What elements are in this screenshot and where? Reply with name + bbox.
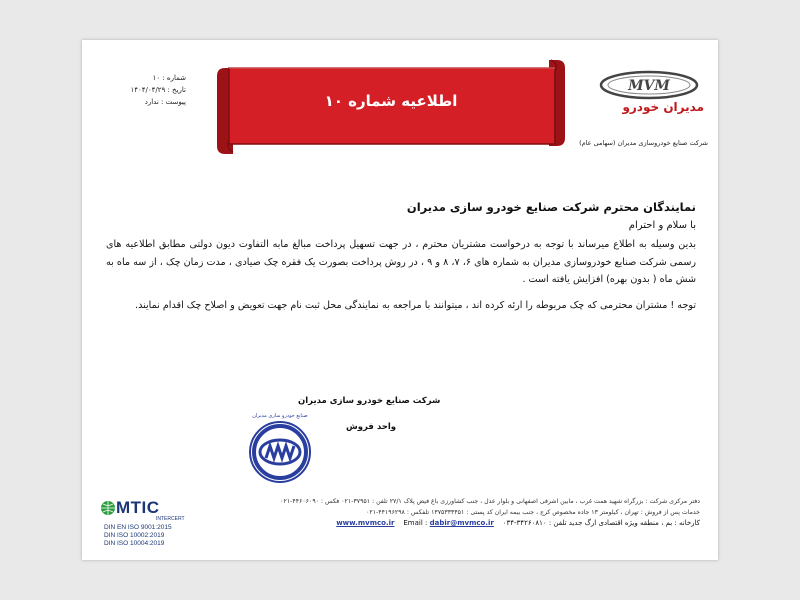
footer-contact-row <box>280 518 700 529</box>
signature-unit: واحد فروش <box>346 422 397 432</box>
letter-title: نمایندگان محترم شرکت صنایع خودرو سازی مدیران <box>406 200 696 214</box>
letter-number: شماره : ۱۰ <box>152 74 186 82</box>
cert-brand-tag: INTERCERT <box>156 516 185 522</box>
announcement-banner <box>215 54 567 158</box>
stamp-text: صنایع خودرو سازی مدیران <box>252 413 308 419</box>
letter-page <box>82 40 718 560</box>
company-subtitle: شرکت صنایع خودروسازی مدیران (سهامی عام) <box>579 139 708 147</box>
stamp-seal-icon <box>240 408 320 490</box>
email-label: Email : <box>403 519 428 527</box>
iso-10004: DIN ISO 10004:2019 <box>104 540 165 547</box>
iso-10002: DIN ISO 10002:2019 <box>104 532 165 539</box>
footer-address-factory: کارخانه : بم ، منطقه ویژه اقتصادی ارگ جدید تلفن : ۳۴۲۶۰۸۱۰-۰۳۴ <box>502 519 700 527</box>
globe-icon <box>100 500 116 516</box>
letter-meta <box>106 72 186 108</box>
letter-greeting: با سلام و احترام <box>628 220 696 231</box>
banner-title: اطلاعیه شماره ۱۰ <box>324 92 458 110</box>
letter-date: تاریخ : ۱۴۰۴/۰۴/۲۹ <box>130 86 186 94</box>
cert-brand: MTIC <box>116 498 160 517</box>
footer-address-hq: دفتر مرکزی شرکت : بزرگراه شهید همت غرب ، مابین اشرفی اصفهانی و بلوار عدل ، جنب کشاورزی باغ فیض پلاک ۲۷/۱ تلفن : ۳۷۹۵۱-۰۲۱ فکس : ۴۴۶۰۶۰۹۰-۰۲۱ <box>280 498 700 505</box>
footer-address-service: خدمات پس از فروش : تهران ، کیلومتر ۱۳ جاده مخصوص کرج ، جنب بیمه ایران کد پستی : ۱۳۷۵۳۳۳۴۵۱ تلفکس : ۴۴۱۹۶۲۹۸-۰۲۱ <box>366 509 700 516</box>
email-link[interactable]: dabir@mvmco.ir <box>429 519 494 527</box>
mvm-logo-icon <box>594 68 704 102</box>
letter-body <box>106 200 696 314</box>
letter-note: توجه ! مشتران محترمی که چک مربوطه را ارئه کرده اند ، میتوانند با مراجعه به نمایندگی محل ثبت نام جهت تعویض و اصلاح چک اقدام نمایند. <box>135 299 696 311</box>
letter-attachment: پیوست : ندارد <box>144 98 186 106</box>
certification-block <box>100 498 210 558</box>
brand-name: مدیران خودرو <box>622 100 704 114</box>
letter-footer <box>280 496 700 529</box>
letter-paragraph: بدین وسیله به اطلاع میرساند با توجه به درخواست مشتریان محترم ، در جهت تسهیل پرداخت مبالغ مابه التفاوت دیون دولتی مطابق اطلاعیه های رسمی شرکت صنایع خودروسازی مدیران به شماره های ۶، ۷، ۸ و ۹ ، در روش پرداخت بصورت یک فقره چک صیادی ، مدت زمان چک ، از سه ماه به شش ماه ( بدون بهره) افزایش یافته است . <box>106 239 696 285</box>
logo-mark: MVM <box>628 78 670 94</box>
website-link[interactable]: www.mvmco.ir <box>336 519 395 527</box>
signature-company: شرکت صنایع خودرو سازی مدیران <box>298 396 441 406</box>
iso-9001: DIN EN ISO 9001:2015 <box>104 524 172 531</box>
company-stamp <box>240 408 320 490</box>
